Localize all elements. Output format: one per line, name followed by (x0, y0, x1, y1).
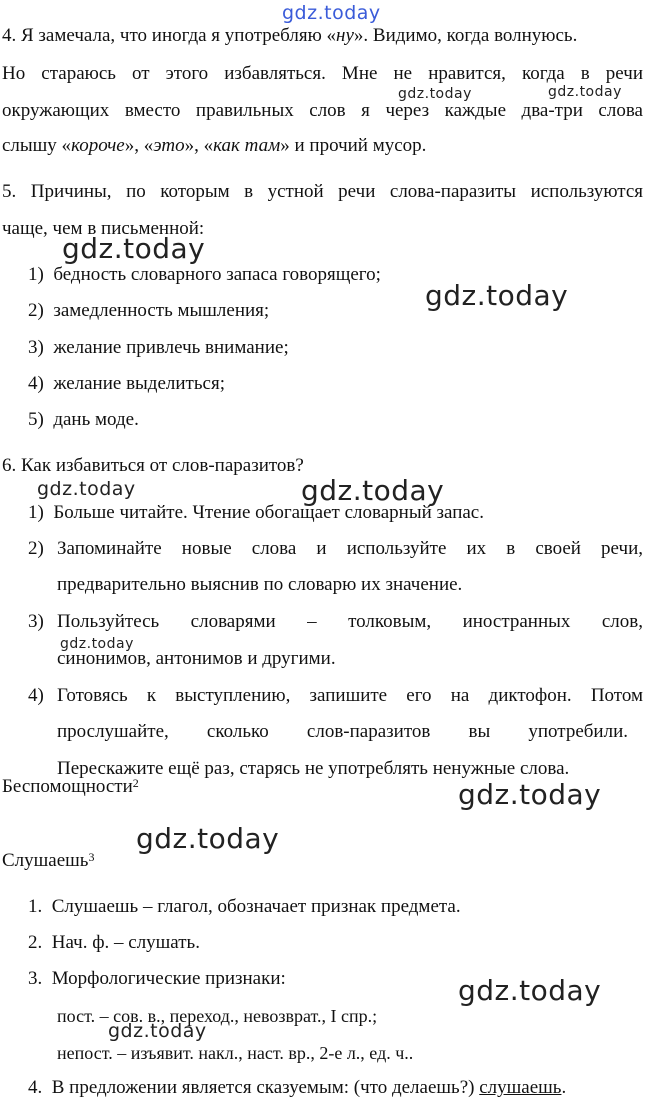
list-number: 3) (28, 337, 44, 358)
text: » и прочий мусор. (280, 135, 427, 156)
analysis-detail: пост. – сов. в., переход., невозврат., I спр.; (57, 1006, 378, 1026)
emphasis: это (153, 135, 185, 156)
list-item (28, 299, 269, 323)
list-item (28, 372, 225, 396)
watermark: gdz.today (548, 84, 622, 100)
list-text: желание выделиться; (53, 373, 225, 394)
list-text: бедность словарного запаса говорящего; (53, 264, 381, 285)
list-number: 2) (28, 538, 44, 559)
list-number: 1) (28, 264, 44, 285)
list-number: 5) (28, 409, 44, 430)
analysis-detail: непост. – изъявит. накл., наст. вр., 2-е л., ед. ч.. (57, 1043, 414, 1063)
list-text: Готовясь к выступлению, запишите его на диктофон. Потом (57, 685, 643, 706)
list-text: прослушайте, сколько слов-паразитов вы употребили. (57, 721, 628, 742)
paragraph-4-line (2, 134, 426, 158)
list-number: 2) (28, 300, 44, 321)
list-text: Слушаешь – глагол, обозначает признак предмета. (51, 896, 461, 917)
list-text: Запоминайте новые слова и используйте их в своей речи, (57, 538, 643, 559)
paragraph-5-intro: чаще, чем в письменной: (2, 218, 205, 239)
text: 4. Я замечала, что иногда я употребляю « (2, 25, 337, 46)
analysis-item (28, 931, 200, 955)
watermark: gdz.today (136, 822, 280, 855)
list-number: 4) (28, 685, 44, 706)
analysis-item (28, 1076, 566, 1100)
word-heading (2, 849, 94, 873)
watermark: gdz.today (282, 2, 381, 24)
watermark: gdz.today (301, 474, 445, 507)
list-text: желание привлечь внимание; (53, 337, 289, 358)
list-text: предварительно выяснив по словарю их значение. (57, 574, 463, 595)
text: слышу « (2, 135, 72, 156)
watermark: gdz.today (62, 232, 206, 265)
list-text: синонимов, антонимов и другими. (57, 648, 336, 669)
watermark: gdz.today (37, 478, 136, 500)
emphasis: как там (213, 135, 281, 156)
word: Беспомощности (2, 776, 133, 797)
underlined-word: слушаешь (479, 1077, 562, 1098)
list-number: 3) (28, 611, 44, 632)
word: Слушаешь (2, 850, 89, 871)
emphasis: ну (336, 25, 354, 46)
list-number: 2. (28, 932, 43, 953)
text: », « (124, 135, 154, 156)
list-number: 1) (28, 502, 44, 523)
list-text: Морфологические признаки: (51, 968, 286, 989)
footnote-marker: 2 (132, 776, 139, 790)
text: . (561, 1077, 567, 1098)
list-text: дань моде. (53, 409, 139, 430)
list-item (28, 336, 289, 360)
paragraph-6-intro: 6. Как избавиться от слов-паразитов? (2, 455, 304, 476)
list-item (28, 501, 484, 525)
paragraph-4-line: Но стараюсь от этого избавляться. Мне не нравится, когда в речи (2, 63, 643, 84)
list-text: замедленность мышления; (53, 300, 270, 321)
paragraph-5-intro: 5. Причины, по которым в устной речи слова-паразиты используются (2, 181, 643, 202)
watermark: gdz.today (108, 1020, 207, 1042)
footnote-marker: 3 (88, 850, 95, 864)
list-number: 3. (28, 968, 43, 989)
list-number: 1. (28, 896, 43, 917)
list-item (28, 408, 139, 432)
list-item (28, 263, 381, 287)
analysis-item (28, 895, 461, 919)
list-text: Нач. ф. – слушать. (51, 932, 200, 953)
list-number: 4. (28, 1077, 43, 1098)
emphasis: короче (71, 135, 125, 156)
text: », « (184, 135, 214, 156)
text: ». Видимо, когда волнуюсь. (353, 25, 578, 46)
watermark: gdz.today (398, 86, 472, 102)
watermark: gdz.today (458, 974, 602, 1007)
watermark: gdz.today (458, 778, 602, 811)
paragraph-4-line (2, 24, 577, 48)
list-text: Пользуйтесь словарями – толковым, иностранных слов, (57, 611, 643, 632)
analysis-item (28, 967, 286, 991)
list-text: В предложении является сказуемым: (что делаешь?) (51, 1077, 480, 1098)
list-text: Перескажите ещё раз, старясь не употреблять ненужные слова. (57, 758, 570, 779)
watermark: gdz.today (60, 636, 134, 652)
list-text: Больше читайте. Чтение обогащает словарный запас. (53, 502, 484, 523)
watermark: gdz.today (425, 279, 569, 312)
list-number: 4) (28, 373, 44, 394)
paragraph-4-line: окружающих вместо правильных слов я через каждые два-три слова (2, 100, 643, 121)
word-heading (2, 775, 139, 799)
